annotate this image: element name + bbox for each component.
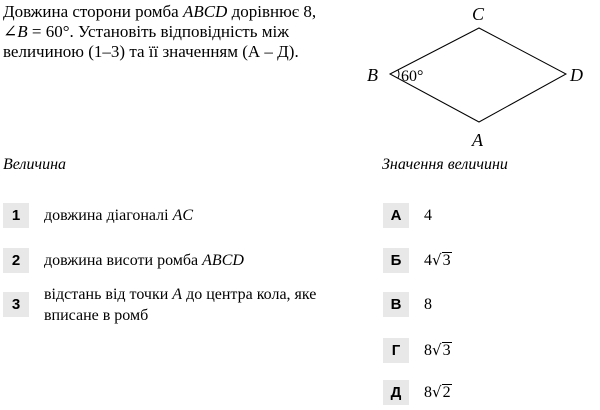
- vertex-d-label: D: [570, 65, 583, 85]
- problem-angle-vertex: B: [17, 22, 28, 41]
- sqrt-symbol: √3: [432, 341, 451, 359]
- value-d: 8√2: [424, 383, 451, 401]
- value-v: 8: [424, 296, 432, 313]
- value-h: 8√3: [424, 341, 451, 359]
- value-letter-h: Г: [383, 338, 409, 363]
- sqrt-symbol: √3: [432, 251, 451, 269]
- value-letter-b: Б: [383, 248, 409, 273]
- quantity-text-1: довжина діагоналі AC: [44, 207, 194, 224]
- value-letter-d: Д: [383, 380, 409, 405]
- angle-arc: [398, 70, 399, 78]
- problem-text-3: = 60°. Установіть відповідність між величиною (1–3) та її значенням (А – Д).: [3, 22, 299, 61]
- sqrt-symbol: √2: [432, 383, 451, 401]
- quantity-number-3: 3: [3, 292, 29, 317]
- vertex-a-label: A: [472, 130, 483, 150]
- quantity-number-1: 1: [3, 203, 29, 228]
- quantity-column-header: Величина: [3, 156, 67, 173]
- quantity-text-2: довжина висоти ромба ABCD: [44, 252, 244, 269]
- angle-label: 60°: [401, 68, 424, 85]
- vertex-b-label: B: [367, 65, 378, 85]
- value-letter-a: А: [383, 203, 409, 228]
- problem-text-1: Довжина сторони ромба: [3, 2, 183, 21]
- value-column-header: Значення величини: [382, 156, 508, 173]
- problem-rhombus-name: ABCD: [182, 2, 228, 21]
- quantity-text-3: відстань від точки A до центра кола, яке вписане в ромб: [44, 286, 317, 324]
- problem-statement: [3, 2, 348, 62]
- angle-symbol: ∠: [3, 22, 18, 41]
- rhombus-figure: [355, 0, 600, 150]
- vertex-c-label: C: [472, 4, 485, 24]
- value-letter-v: В: [383, 292, 409, 317]
- value-a: 4: [424, 207, 432, 224]
- value-b: 4√3: [424, 251, 451, 269]
- quantity-number-2: 2: [3, 248, 29, 273]
- problem-text-2: дорівнює 8,: [227, 2, 317, 21]
